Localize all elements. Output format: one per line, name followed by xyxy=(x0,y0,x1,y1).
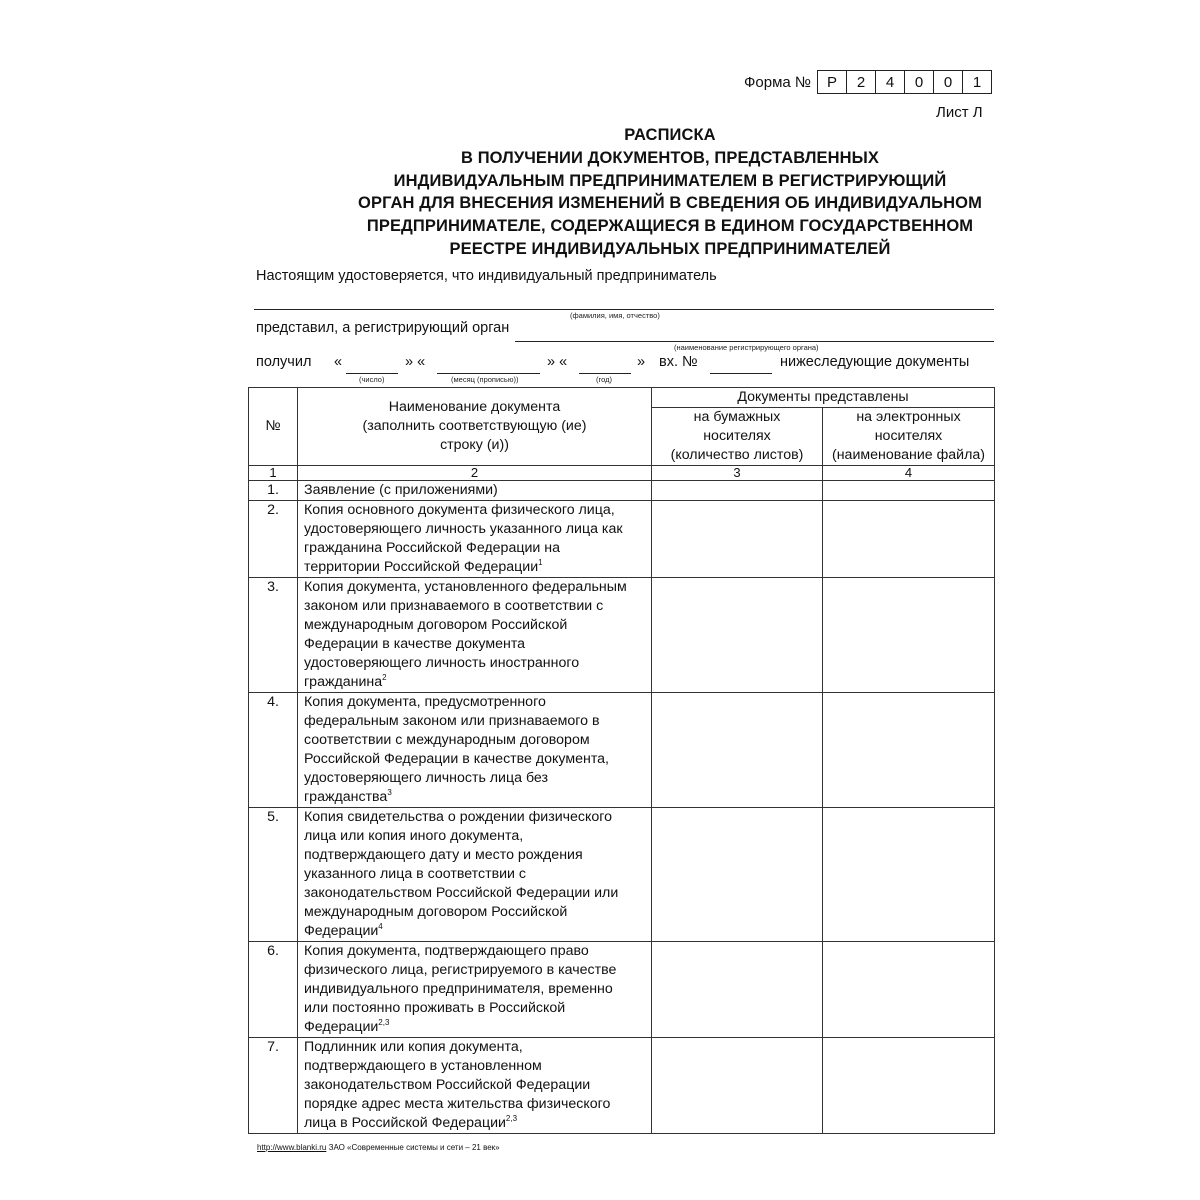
table-row xyxy=(249,942,995,1038)
form-number-label: Форма № xyxy=(744,73,812,91)
column-header-no: № xyxy=(249,388,298,466)
document-title xyxy=(250,124,1090,261)
document-name-line: Федерации в качестве документа xyxy=(304,636,526,652)
column-header-electronic-line: (наименование файла) xyxy=(832,447,985,463)
document-name-line: Копия свидетельства о рождении физического xyxy=(304,809,613,825)
document-name-line: Копия основного документа физического лица, xyxy=(304,502,615,518)
document-name-line-text: гражданина xyxy=(304,674,383,690)
footnote-ref: 1 xyxy=(538,558,543,567)
form-code-char: 1 xyxy=(962,71,991,93)
column-index: 3 xyxy=(652,466,823,481)
paper-count-cell[interactable] xyxy=(652,1038,823,1134)
document-name-line xyxy=(304,1018,645,1037)
document-name-line: Российской Федерации в качестве документа, xyxy=(304,751,609,767)
table-row xyxy=(249,693,995,808)
document-name-line: Копия документа, установленного федеральным xyxy=(304,579,627,595)
title-line: ПРЕДПРИНИМАТЕЛЕ, СОДЕРЖАЩИЕСЯ В ЕДИНОМ ГОСУДАРСТВЕННОМ xyxy=(366,217,974,236)
document-name-line: международным договором Российской xyxy=(304,617,568,633)
paper-count-cell[interactable] xyxy=(652,942,823,1038)
electronic-file-cell[interactable] xyxy=(823,942,995,1038)
column-header-name xyxy=(298,388,652,466)
column-header-name-line: строку (и)) xyxy=(440,437,509,453)
paper-count-cell[interactable] xyxy=(652,481,823,501)
document-name xyxy=(298,942,652,1038)
title-line: РЕЕСТРЕ ИНДИВИДУАЛЬНЫХ ПРЕДПРИНИМАТЕЛЕЙ xyxy=(449,239,891,258)
column-index: 4 xyxy=(823,466,995,481)
row-number: 7. xyxy=(249,1038,298,1134)
row-number: 4. xyxy=(249,693,298,808)
document-name-line: международным договором Российской xyxy=(304,904,568,920)
document-name-line xyxy=(304,558,645,577)
document-name-line: Копия документа, подтверждающего право xyxy=(304,943,589,959)
form-code-char: 0 xyxy=(904,71,933,93)
table-row xyxy=(249,578,995,693)
table-header-row xyxy=(249,388,995,408)
document-name-line: подтверждающего в установленном xyxy=(304,1058,542,1074)
document-name-line-text: лица в Российской Федерации xyxy=(304,1115,506,1131)
paper-count-cell[interactable] xyxy=(652,808,823,942)
electronic-file-cell[interactable] xyxy=(823,578,995,693)
footnote-ref: 4 xyxy=(378,922,383,931)
incoming-number-field-line[interactable] xyxy=(710,373,772,374)
table-row xyxy=(249,1038,995,1134)
certify-text: Настоящим удостоверяется, что индивидуальный предприниматель xyxy=(256,268,717,284)
document-name xyxy=(298,808,652,942)
year-field-line[interactable] xyxy=(579,373,631,374)
authority-field-line[interactable] xyxy=(515,341,994,342)
form-code-char: 2 xyxy=(846,71,875,93)
day-caption: (число) xyxy=(359,375,385,384)
document-name-line: физического лица, регистрируемого в качестве xyxy=(304,962,617,978)
year-caption: (год) xyxy=(596,375,612,384)
quote-close: » xyxy=(637,354,646,370)
document-name-line-text: Федерации xyxy=(304,1019,379,1035)
document-name-line xyxy=(304,673,645,692)
footer-company: ЗАО «Современные системы и сети – 21 век» xyxy=(328,1143,500,1152)
electronic-file-cell[interactable] xyxy=(823,501,995,578)
document-name-line: Копия документа, предусмотренного xyxy=(304,694,546,710)
footnote-ref: 2,3 xyxy=(505,1114,518,1123)
day-field-line[interactable] xyxy=(346,373,398,374)
form-number xyxy=(744,70,992,94)
fio-field-line[interactable] xyxy=(254,309,994,310)
row-number: 3. xyxy=(249,578,298,693)
document-name-line: законодательством Российской Федерации xyxy=(304,1077,591,1093)
document-name-line: федеральным законом или признаваемого в xyxy=(304,713,600,729)
document-name xyxy=(298,693,652,808)
column-index: 2 xyxy=(298,466,652,481)
fio-caption: (фамилия, имя, отчество) xyxy=(570,311,660,320)
column-header-electronic-line: носителях xyxy=(874,428,943,444)
table-row xyxy=(249,808,995,942)
table-row xyxy=(249,481,995,501)
document-name-line: удостоверяющего личность указанного лица как xyxy=(304,521,623,537)
received-label: получил xyxy=(256,354,312,370)
column-header-paper xyxy=(652,408,823,466)
column-header-paper-line: (количество листов) xyxy=(670,447,804,463)
title-line: ИНДИВИДУАЛЬНЫМ ПРЕДПРИНИМАТЕЛЕМ В РЕГИСТРИРУЮЩИЙ xyxy=(393,171,947,190)
document-name-line xyxy=(304,788,645,807)
document-name-line xyxy=(304,922,645,941)
form-code-char: Р xyxy=(827,73,838,91)
column-index-row xyxy=(249,466,995,481)
authority-caption: (наименование регистрирующего органа) xyxy=(674,343,819,352)
document-name-line: Заявление (с приложениями) xyxy=(304,482,498,498)
paper-count-cell[interactable] xyxy=(652,501,823,578)
document-name-line-text: территории Российской Федерации xyxy=(304,559,539,575)
column-header-electronic-line: на электронных xyxy=(856,409,961,425)
document-name-line: лица или копия иного документа, xyxy=(304,828,524,844)
column-header-submitted: Документы представлены xyxy=(652,388,995,408)
sheet-label: Лист Л xyxy=(936,104,983,121)
document-name-line: гражданина Российской Федерации на xyxy=(304,540,560,556)
table-row xyxy=(249,501,995,578)
electronic-file-cell[interactable] xyxy=(823,693,995,808)
column-header-electronic xyxy=(823,408,995,466)
paper-count-cell[interactable] xyxy=(652,693,823,808)
electronic-file-cell[interactable] xyxy=(823,1038,995,1134)
column-header-paper-line: на бумажных xyxy=(693,409,781,425)
quote-close-open: » « xyxy=(547,354,568,370)
document-name-line: указанного лица в соответствии с xyxy=(304,866,527,882)
incoming-number-label: вх. № xyxy=(659,354,698,370)
electronic-file-cell[interactable] xyxy=(823,481,995,501)
row-number: 6. xyxy=(249,942,298,1038)
column-index: 1 xyxy=(249,466,298,481)
footnote-ref: 2 xyxy=(382,673,387,682)
title-line: РАСПИСКА xyxy=(624,126,716,144)
document-name xyxy=(298,1038,652,1134)
paper-count-cell[interactable] xyxy=(652,578,823,693)
document-name xyxy=(298,578,652,693)
row-number: 2. xyxy=(249,501,298,578)
document-name-line: законодательством Российской Федерации или xyxy=(304,885,619,901)
document-name-line: законом или признаваемого в соответствии с xyxy=(304,598,604,614)
footnote-ref: 2,3 xyxy=(378,1018,390,1027)
document-name-line-text: Федерации xyxy=(304,923,379,939)
document-name-line: или постоянно проживать в Российской xyxy=(304,1000,566,1016)
document-name-line: подтверждающего дату и место рождения xyxy=(304,847,583,863)
footnote-ref: 3 xyxy=(387,788,392,797)
row-number: 1. xyxy=(249,481,298,501)
title-line: ОРГАН ДЛЯ ВНЕСЕНИЯ ИЗМЕНЕНИЙ В СВЕДЕНИЯ ОБ ИНДИВИДУАЛЬНОМ xyxy=(358,194,982,213)
footer xyxy=(257,1143,500,1152)
month-caption: (месяц (прописью)) xyxy=(451,375,519,384)
column-header-name-line: (заполнить соответствующую (ие) xyxy=(362,418,587,434)
row-number: 5. xyxy=(249,808,298,942)
footer-link[interactable]: http://www.blanki.ru xyxy=(257,1143,327,1152)
documents-table xyxy=(248,387,995,1134)
following-docs-text: нижеследующие документы xyxy=(780,354,970,370)
document-name xyxy=(298,481,652,501)
month-field-line[interactable] xyxy=(437,373,540,374)
document-name-line: удостоверяющего личность лица без xyxy=(304,770,548,786)
form-code-char: 0 xyxy=(933,71,962,93)
title-line: В ПОЛУЧЕНИИ ДОКУМЕНТОВ, ПРЕДСТАВЛЕННЫХ xyxy=(461,148,879,167)
document-name xyxy=(298,501,652,578)
column-header-name-line: Наименование документа xyxy=(388,399,561,415)
document-name-line: Подлинник или копия документа, xyxy=(304,1039,523,1055)
document-name-line-text: гражданства xyxy=(304,789,388,805)
document-name-line xyxy=(304,1114,645,1133)
document-name-line: индивидуального предпринимателя, временно xyxy=(304,981,613,997)
submitted-text: представил, а регистрирующий орган xyxy=(256,320,510,336)
form-code-char: 4 xyxy=(875,71,904,93)
electronic-file-cell[interactable] xyxy=(823,808,995,942)
quote-close-open: » « xyxy=(405,354,426,370)
document-name-line: порядке адрес места жительства физического xyxy=(304,1096,611,1112)
column-header-paper-line: носителях xyxy=(703,428,771,444)
quote-open: « xyxy=(334,354,343,370)
form-code-boxes xyxy=(817,70,992,94)
document-name-line: удостоверяющего личность иностранного xyxy=(304,655,580,671)
document-name-line: соответствии с международным договором xyxy=(304,732,590,748)
